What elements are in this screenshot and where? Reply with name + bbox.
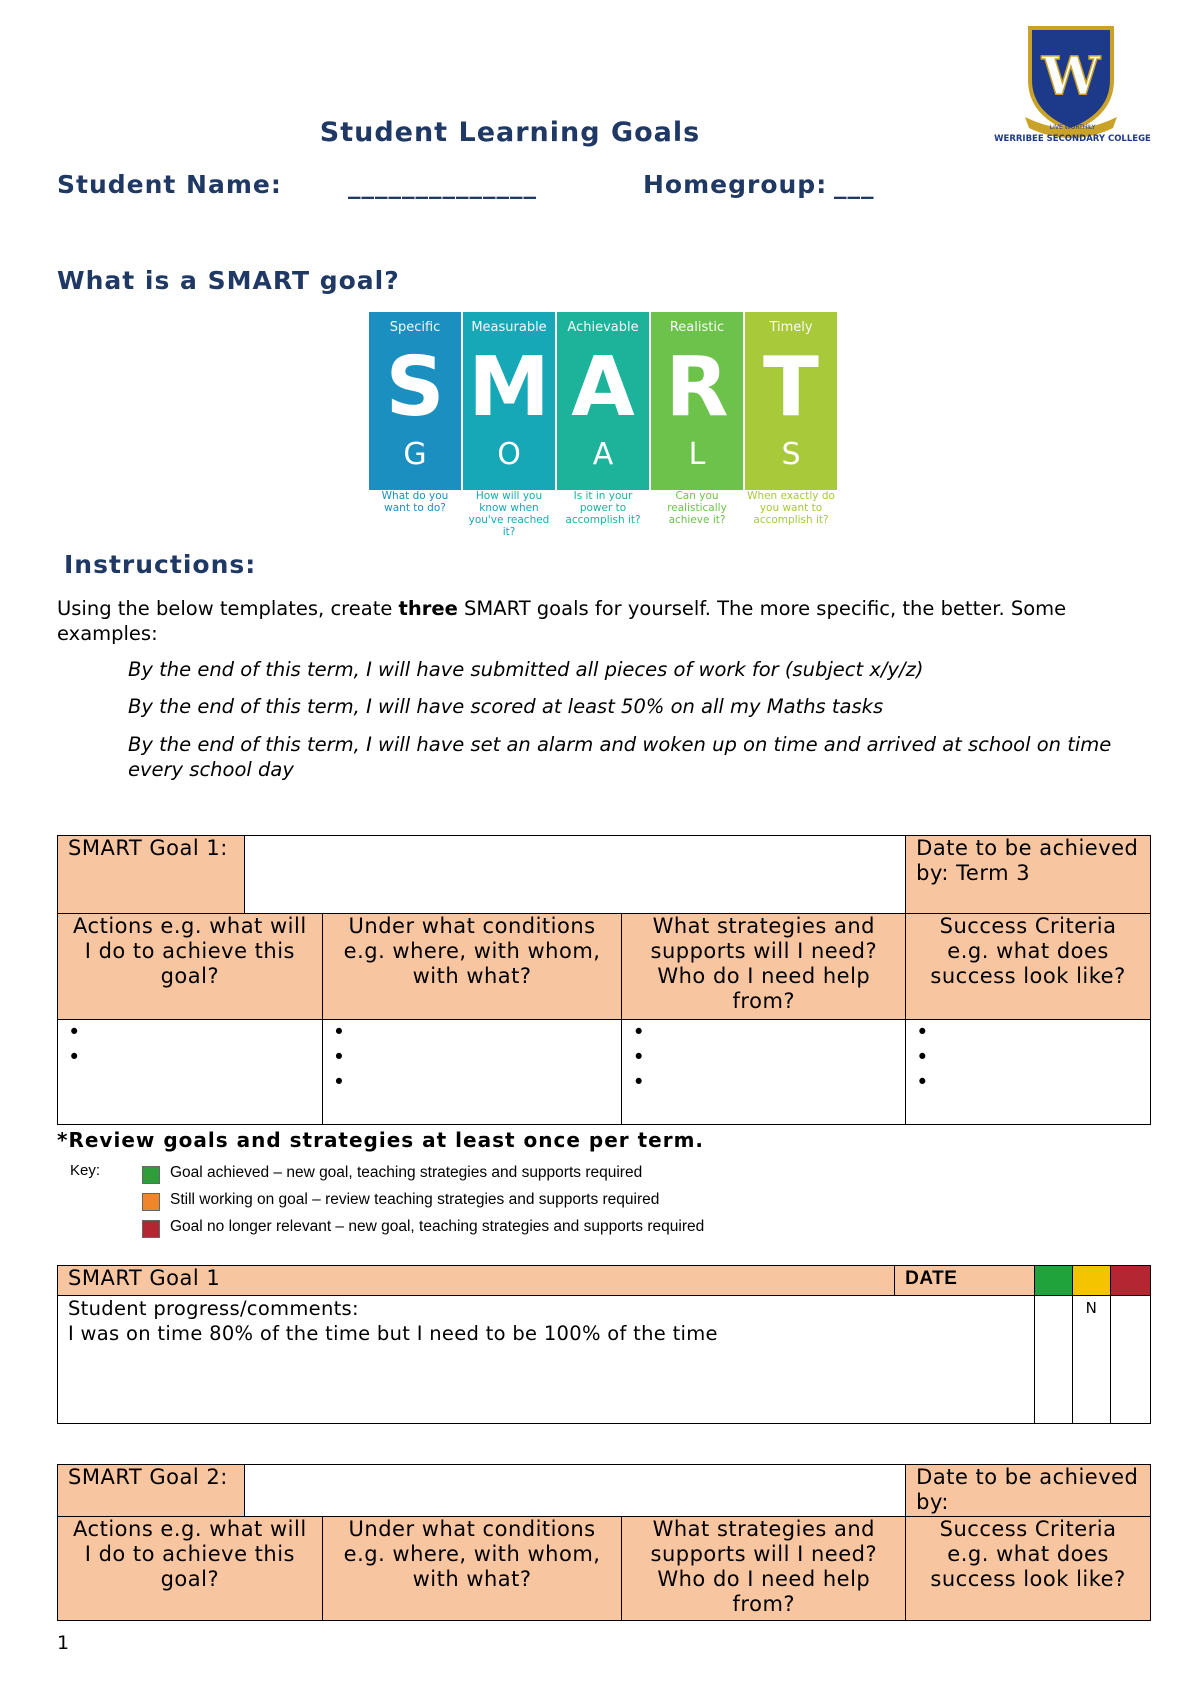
key-item-working	[142, 1191, 659, 1209]
bullet: •	[332, 1045, 346, 1069]
instructions-text-start: Using the below templates, create	[57, 597, 399, 620]
smart-goals-graphic	[369, 312, 839, 538]
goal1-table	[57, 835, 1151, 1125]
status-mark: N	[1085, 1299, 1098, 1317]
review-note: *Review goals and strategies at least once per term.	[57, 1128, 705, 1152]
goal1-header-conditions: Under what conditions e.g. where, with whom, with what?	[322, 914, 622, 1020]
smart-col-timely	[745, 312, 837, 490]
orange-square-icon	[142, 1193, 160, 1211]
student-name-label: Student Name:	[57, 170, 282, 199]
smart-caption: Is it in your power to accomplish it?	[565, 490, 641, 526]
goal1-input[interactable]	[244, 836, 905, 914]
smart-col-header: Achievable	[567, 320, 639, 335]
smart-col-header: Measurable	[471, 320, 547, 335]
goal-letter: L	[688, 437, 706, 472]
example-2: By the end of this term, I will have scored at least 50% on all my Maths tasks	[128, 695, 884, 718]
goal-letter: G	[403, 437, 427, 472]
goal1-date-label: Date to be achieved by: Term 3	[906, 836, 1151, 914]
goal-letter: S	[781, 437, 801, 472]
key-label: Key:	[70, 1162, 101, 1179]
red-square-icon	[142, 1220, 160, 1238]
progress-comment: I was on time 80% of the time but I need to be 100% of the time	[68, 1322, 718, 1345]
status-red[interactable]	[1111, 1266, 1151, 1296]
goal1-header-strategies: What strategies and supports will I need? Who do I need help from?	[622, 914, 906, 1020]
status-green[interactable]	[1035, 1266, 1073, 1296]
goal1-header-actions: Actions e.g. what will I do to achieve this goal?	[58, 914, 323, 1020]
goal2-header-strategies: What strategies and supports will I need? Who do I need help from?	[622, 1517, 906, 1621]
review1-label: SMART Goal 1	[58, 1266, 895, 1296]
bullet: •	[68, 1045, 81, 1069]
bullet: •	[916, 1070, 930, 1094]
smart-col-measurable	[463, 312, 555, 490]
goal2-header-success: Success Criteria e.g. what does success look like?	[906, 1517, 1151, 1621]
smart-caption: When exactly do you want to accomplish it?	[747, 490, 835, 526]
goal2-label: SMART Goal 2:	[58, 1465, 245, 1517]
smart-letter: M	[468, 340, 550, 435]
status-yellow[interactable]	[1073, 1266, 1111, 1296]
progress-label: Student progress/comments:	[68, 1297, 359, 1320]
goal1-success-cell[interactable]	[906, 1020, 1151, 1125]
bullet: •	[332, 1020, 346, 1044]
bullet: •	[68, 1020, 81, 1044]
goal2-header-actions: Actions e.g. what will I do to achieve this goal?	[58, 1517, 323, 1621]
smart-col-realistic	[651, 312, 743, 490]
school-name: WERRIBEE SECONDARY COLLEGE	[994, 134, 1151, 144]
bullet: •	[916, 1045, 930, 1069]
key-item-text: Goal no longer relevant – new goal, teaching strategies and supports required	[170, 1218, 705, 1235]
status-red-cell[interactable]	[1111, 1296, 1151, 1424]
bullet: •	[916, 1020, 930, 1044]
smart-letter: R	[665, 340, 729, 435]
instructions-heading: Instructions:	[64, 550, 257, 579]
goal1-strategies-cell[interactable]	[622, 1020, 906, 1125]
goal1-conditions-cell[interactable]	[322, 1020, 622, 1125]
homegroup-blank: ___	[834, 170, 875, 199]
status-yellow-cell[interactable]	[1073, 1296, 1111, 1424]
example-3: By the end of this term, I will have set an alarm and woken up on time and arrived at school on time every school day	[128, 733, 1112, 781]
goal2-table	[57, 1464, 1151, 1621]
smart-caption: Can you realistically achieve it?	[667, 490, 727, 526]
student-name-blank: ______________	[348, 170, 537, 199]
bullet: •	[632, 1020, 646, 1044]
instructions-text	[57, 596, 1137, 646]
goal-letter: A	[592, 437, 614, 472]
smart-col-header: Realistic	[669, 320, 725, 335]
homegroup-label: Homegroup:	[643, 170, 828, 199]
goal-letter: O	[497, 437, 521, 472]
svg-text:W: W	[1041, 46, 1101, 107]
smart-letter: S	[385, 340, 445, 435]
key-item-text: Still working on goal – review teaching strategies and supports required	[170, 1191, 660, 1208]
smart-letter: A	[571, 340, 635, 435]
goal1-label: SMART Goal 1:	[58, 836, 245, 914]
logo-banner-text: LIVE WORTHILY	[1049, 124, 1096, 131]
goal2-date-label: Date to be achieved by:	[906, 1465, 1151, 1517]
goal2-header-conditions: Under what conditions e.g. where, with whom, with what?	[322, 1517, 622, 1621]
example-1: By the end of this term, I will have submitted all pieces of work for (subject x/y/z)	[128, 658, 924, 681]
bullet: •	[332, 1070, 346, 1094]
bullet: •	[632, 1070, 646, 1094]
smart-heading: What is a SMART goal?	[57, 266, 400, 295]
status-green-cell[interactable]	[1035, 1296, 1073, 1424]
smart-col-header: Specific	[389, 320, 441, 335]
instructions-text-bold: three	[398, 597, 458, 620]
smart-caption: How will you know when you've reached it?	[468, 490, 550, 538]
smart-caption: What do you want to do?	[381, 490, 449, 514]
key-item-achieved	[142, 1164, 642, 1182]
review1-date-label: DATE	[895, 1266, 1035, 1296]
key-item-text: Goal achieved – new goal, teaching strategies and supports required	[170, 1164, 643, 1181]
goal1-header-success: Success Criteria e.g. what does success look like?	[906, 914, 1151, 1020]
bullet: •	[632, 1045, 646, 1069]
goal1-actions-cell[interactable]	[58, 1020, 323, 1125]
review1-table	[57, 1265, 1151, 1424]
page-number: 1	[57, 1632, 70, 1654]
smart-col-specific	[369, 312, 461, 490]
instructions-text-end: SMART goals for yourself. The more specific, the better. Some examples:	[57, 597, 1067, 645]
green-square-icon	[142, 1166, 160, 1184]
smart-col-achievable	[557, 312, 649, 490]
page-title: Student Learning Goals	[319, 117, 701, 148]
review1-comments[interactable]	[58, 1296, 1035, 1424]
key-item-not-relevant	[142, 1218, 704, 1236]
smart-letter: T	[763, 340, 819, 435]
smart-col-header: Timely	[769, 320, 813, 335]
goal2-input[interactable]	[244, 1465, 905, 1517]
